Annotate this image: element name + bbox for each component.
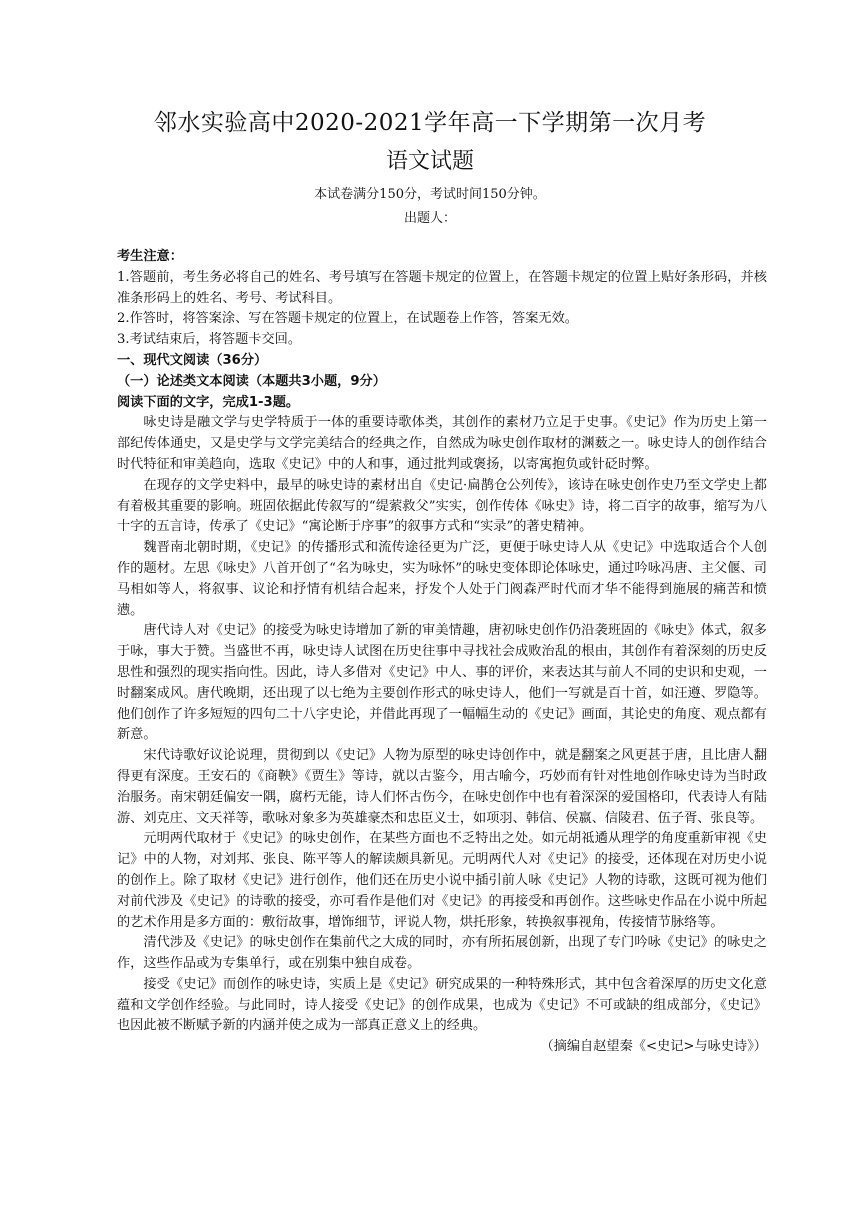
reading-instruction: 阅读下面的文字，完成1-3题。 <box>117 394 300 410</box>
subsection-title: （一）论述类文本阅读（本题共3小题，9分） <box>117 373 386 389</box>
exam-content <box>117 247 767 1058</box>
passage-paragraph: 咏史诗是融文学与史学特质于一体的重要诗歌体类，其创作的素材乃立足于史事。《史记》作为历史上第一部纪传体通史，又是史学与文学完美结合的经典之作，自然成为咏史创作取材的渊薮之一。咏史诗人的创作结合时代特征和审美趋向，选取《史记》中的人和事，通过批判或褒扬，以寄寓抱负或针砭时弊。 <box>117 415 767 472</box>
section-title: 一、现代文阅读（36分） <box>117 352 268 368</box>
notice-item: 2.作答时，将答案涂、写在答题卡规定的位置上，在试题卷上作答，答案无效。 <box>117 311 578 327</box>
passage-paragraph: 接受《史记》而创作的咏史诗，实质上是《史记》研究成果的一种特殊形式，其中包含着深厚的历史文化意蕴和文学创作经验。与此同时，诗人接受《史记》的创作成果，也成为《史记》不可或缺的组成部分，《史记》也因此被不断赋予新的内涵并使之成为一部真正意义上的经典。 <box>117 976 767 1034</box>
passage-paragraph: 元明两代取材于《史记》的咏史创作，在某些方面也不乏特出之处。如元胡祗遹从理学的角度重新审视《史记》中的人物，对刘邦、张良、陈平等人的解读颇具新见。元明两代人对《史记》的接受，还体现在对历史小说的创作上。除了取材《史记》进行创作，他们还在历史小说中插引前人咏《史记》人物的诗歌，这既可视为他们对前代涉及《史记》的诗歌的接受，亦可看作是他们对《史记》的再接受和再创作。这些咏史作品在小说中所起的艺术作用是多方面的：敷衍故事，增饰细节，评说人物，烘托形象，转换叙事视角，传接情节脉络等。 <box>117 831 767 930</box>
notice-item: 3.考试结束后，将答题卡交回。 <box>117 332 302 348</box>
notice-item: 1.答题前，考生务必将自己的姓名、考号填写在答题卡规定的位置上，在答题卡规定的位置上贴好条形码，并核准条形码上的姓名、考号、考试科目。 <box>117 269 767 306</box>
passage-paragraph: 魏晋南北朝时期，《史记》的传播形式和流传途径更为广泛，更便于咏史诗人从《史记》中选取适合个人创作的题材。左思《咏史》八首开创了“名为咏史，实为咏怀”的咏史变体即论体咏史，通过吟咏冯唐、主父偃、司马相如等人，将叙事、议论和抒情有机结合起来，抒发个人处于门阀森严时代而才华不能得到施展的痛苦和愤懑。 <box>117 540 767 618</box>
notice-heading: 考生注意： <box>117 249 183 264</box>
author-line: 出题人： <box>403 211 456 226</box>
passage-source: （摘编自赵望秦《<史记>与咏史诗》） <box>540 1039 767 1055</box>
passage-paragraph: 宋代诗歌好议论说理，贯彻到以《史记》人物为原型的咏史诗创作中，就是翻案之风更甚于唐，且比唐人翻得更有深度。王安石的《商鞅》《贾生》等诗，就以古鉴今，用古喻今，巧妙而有针对性地创作咏史诗为当时政治服务。南宋朝廷偏安一隅，腐朽无能，诗人们怀古伤今，在咏史创作中也有着深深的爱国格印，代表诗人有陆游、刘克庄、文天祥等，歌咏对象多为英雄豪杰和忠臣义士，如项羽、韩信、侯嬴、信陵君、伍子胥、张良等。 <box>117 748 767 826</box>
passage-paragraph: 在现存的文学史料中，最早的咏史诗的素材出自《史记·扁鹊仓公列传》，该诗在咏史创作史乃至文学史上都有着极其重要的影响。班固依据此传叙写的“缇萦救父”实实，创作传体《咏史》诗，将二百字的故事，缩写为八十字的五言诗，传承了《史记》“寓论断于序事”的叙事方式和“实录”的著史精神。 <box>117 477 767 535</box>
passage-paragraph: 唐代诗人对《史记》的接受为咏史诗增加了新的审美情趣，唐初咏史创作仍沿袭班固的《咏史》体式，叙多于咏，事大于赞。当盛世不再，咏史诗人试图在历史往事中寻找社会成败治乱的根由，其创作有着深刻的历史反思性和强烈的现实指向性。因此，诗人多借对《史记》中人、事的评价，来表达其与前人不同的史识和史观，一时翻案成风。唐代晚期，还出现了以七绝为主要创作形式的咏史诗人，他们一写就是百十首，如汪遵、罗隐等。他们创作了许多短短的四句二十八字史论，并借此再现了一幅幅生动的《史记》画面，其论史的角度、观点都有新意。 <box>117 623 767 743</box>
exam-info: 本试卷满分150分，考试时间150分钟。 <box>314 187 546 202</box>
subject-title: 语文试题 <box>385 149 474 174</box>
passage-paragraph: 清代涉及《史记》的咏史创作在集前代之大成的同时，亦有所拓展创新，出现了专门吟咏《史记》的咏史之作，这些作品或为专集单行，或在别集中独自成卷。 <box>117 935 767 972</box>
exam-title: 邻水实验高中2020-2021学年高一下学期第一次月考 <box>153 110 707 136</box>
